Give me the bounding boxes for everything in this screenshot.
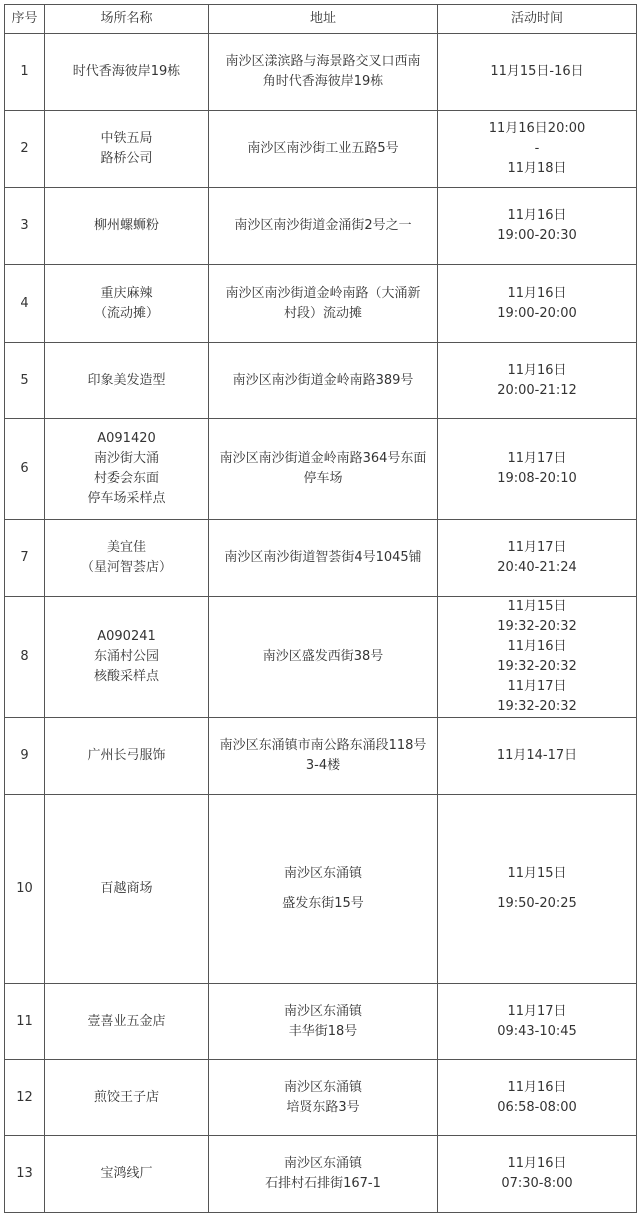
cell-activity-time: [438, 1136, 637, 1213]
cell-activity-time-line: 11月15日-16日: [490, 64, 584, 79]
cell-address-line: 南沙区漾滨路与海景路交叉口西南: [225, 54, 421, 69]
cell-no: 8: [5, 597, 45, 718]
cell-venue-name-line: A090241: [97, 629, 156, 644]
header-activity-time: 活动时间: [438, 5, 637, 34]
cell-activity-time-line: 19:32-20:32: [497, 699, 577, 714]
cell-address: [209, 597, 438, 718]
cell-activity-time: [438, 34, 637, 111]
cell-venue-name-line: 时代香海彼岸19栋: [72, 64, 181, 79]
cell-address: [209, 343, 438, 419]
cell-venue-name-line: 广州长弓服饰: [87, 748, 166, 763]
cell-activity-time-line: 19:08-20:10: [497, 471, 577, 486]
cell-address-line: 南沙区东涌镇: [283, 1079, 362, 1095]
cell-address-line: 南沙区南沙街道金岭南路（大涌新: [225, 285, 421, 301]
cell-address-line: 南沙区南沙街工业五路5号: [247, 141, 399, 156]
cell-venue-name-line: 美宜佳: [106, 540, 146, 555]
cell-activity-time: [438, 984, 637, 1060]
cell-activity-time-line: 20:40-21:24: [497, 560, 577, 575]
cell-venue-name-line: A091420: [97, 431, 156, 446]
cell-address-line: 南沙区南沙街道金涌街2号之一: [234, 218, 412, 233]
cell-activity-time: [438, 265, 637, 343]
cell-activity-time-line: 19:00-20:00: [497, 305, 577, 321]
cell-venue-name-line: （星河智荟店）: [80, 560, 172, 575]
cell-activity-time: [438, 718, 637, 795]
cell-no: 13: [5, 1136, 45, 1213]
cell-activity-time-line: 11月16日: [507, 1156, 567, 1171]
cell-venue-name: [45, 188, 209, 265]
table-row: [5, 1060, 637, 1136]
cell-address: [209, 795, 438, 984]
cell-address: [209, 265, 438, 343]
cell-venue-name-line: 村委会东面: [93, 471, 159, 486]
cell-address-line: 石排村石排街167-1: [265, 1176, 381, 1191]
cell-address-line: 3-4楼: [305, 758, 341, 773]
cell-activity-time-line: 09:43-10:45: [497, 1023, 577, 1039]
cell-activity-time-line: 11月16日: [507, 285, 567, 301]
cell-venue-name: [45, 1136, 209, 1213]
cell-address: [209, 1060, 438, 1136]
cell-no: 2: [5, 111, 45, 188]
cell-venue-name: [45, 419, 209, 520]
cell-address-line: 南沙区南沙街道金岭南路389号: [232, 372, 414, 388]
cell-venue-name: [45, 34, 209, 111]
cell-activity-time-line: 06:58-08:00: [497, 1099, 577, 1115]
table-row: [5, 188, 637, 265]
cell-address: [209, 718, 438, 795]
cell-address-line: 南沙区盛发西街38号: [262, 649, 384, 664]
cell-venue-name-line: 路桥公司: [100, 151, 153, 166]
cell-address-line: 角时代香海彼岸19栋: [262, 74, 384, 89]
cell-venue-name-line: 柳州螺蛳粉: [93, 218, 159, 233]
header-address: 地址: [209, 5, 438, 34]
cell-activity-time-line: 19:00-20:30: [497, 228, 577, 243]
cell-activity-time: [438, 1060, 637, 1136]
cell-venue-name-line: 壹喜业五金店: [87, 1013, 166, 1029]
cell-venue-name: [45, 343, 209, 419]
cell-no: 4: [5, 265, 45, 343]
cell-no: 10: [5, 795, 45, 984]
cell-activity-time-line: -: [534, 141, 540, 156]
cell-no: 9: [5, 718, 45, 795]
cell-venue-name: [45, 984, 209, 1060]
cell-address-line: 盛发东街15号: [282, 896, 364, 911]
cell-activity-time-line: 11月16日: [507, 208, 567, 223]
cell-activity-time: [438, 419, 637, 520]
cell-venue-name: [45, 718, 209, 795]
cell-activity-time-line: 11月16日20:00: [488, 121, 586, 136]
cell-venue-name: [45, 265, 209, 343]
cell-address: [209, 188, 438, 265]
table-row: [5, 34, 637, 111]
table-row: [5, 419, 637, 520]
table-row: [5, 597, 637, 718]
cell-venue-name-line: 印象美发造型: [87, 372, 166, 388]
cell-venue-name-line: 重庆麻辣: [100, 285, 153, 301]
cell-address-line: 丰华街18号: [288, 1023, 358, 1039]
cell-activity-time: [438, 597, 637, 718]
cell-activity-time-line: 19:32-20:32: [497, 659, 577, 674]
cell-activity-time-line: 11月16日: [507, 639, 567, 654]
cell-venue-name: [45, 111, 209, 188]
cell-address-line: 停车场: [303, 471, 343, 486]
cell-no: 5: [5, 343, 45, 419]
cell-address-line: 南沙区南沙街道金岭南路364号东面: [219, 451, 427, 466]
cell-address-line: 南沙区东涌镇: [283, 866, 362, 881]
table-row: [5, 265, 637, 343]
table-header-row: [5, 5, 637, 34]
cell-address-line: 培贤东路3号: [286, 1099, 360, 1115]
cell-venue-name-line: 停车场采样点: [87, 491, 166, 506]
cell-address-line: 南沙区东涌镇: [283, 1003, 362, 1019]
cell-activity-time-line: 11月17日: [507, 451, 567, 466]
cell-no: 11: [5, 984, 45, 1060]
cell-address-line: 南沙区南沙街道智荟街4号1045铺: [224, 550, 422, 565]
cell-no: 7: [5, 520, 45, 597]
cell-activity-time-line: 11月16日: [507, 1079, 567, 1095]
cell-activity-time-line: 11月14-17日: [496, 748, 578, 763]
cell-activity-time-line: 11月16日: [507, 362, 567, 378]
table-row: [5, 111, 637, 188]
cell-address: [209, 984, 438, 1060]
header-venue-name: 场所名称: [45, 5, 209, 34]
cell-address: [209, 34, 438, 111]
venue-table: [4, 4, 637, 1213]
table-row: [5, 1136, 637, 1213]
cell-venue-name-line: 中铁五局: [100, 131, 153, 146]
cell-address: [209, 1136, 438, 1213]
cell-address: [209, 520, 438, 597]
cell-address-line: 南沙区东涌镇市南公路东涌段118号: [219, 738, 427, 753]
table-row: [5, 984, 637, 1060]
cell-venue-name: [45, 520, 209, 597]
cell-address-line: 村段）流动摊: [283, 305, 362, 321]
cell-activity-time-line: 11月17日: [507, 1003, 567, 1019]
table-row: [5, 718, 637, 795]
cell-activity-time-line: 11月15日: [507, 866, 567, 881]
cell-venue-name-line: 煎饺王子店: [93, 1089, 159, 1105]
cell-venue-name-line: 百越商场: [100, 881, 153, 896]
cell-no: 12: [5, 1060, 45, 1136]
cell-activity-time: [438, 520, 637, 597]
cell-no: 6: [5, 419, 45, 520]
cell-venue-name-line: 东涌村公园: [93, 649, 159, 664]
cell-no: 1: [5, 34, 45, 111]
cell-activity-time-line: 19:32-20:32: [497, 619, 577, 634]
cell-address-line: 南沙区东涌镇: [283, 1156, 362, 1171]
cell-activity-time-line: 11月18日: [507, 161, 567, 176]
header-no: 序号: [5, 5, 45, 34]
cell-address: [209, 419, 438, 520]
cell-venue-name-line: 宝鸿线厂: [100, 1166, 153, 1181]
cell-activity-time: [438, 111, 637, 188]
cell-venue-name-line: 核酸采样点: [93, 669, 159, 684]
cell-activity-time: [438, 343, 637, 419]
cell-venue-name: [45, 1060, 209, 1136]
cell-venue-name: [45, 597, 209, 718]
cell-activity-time-line: 20:00-21:12: [497, 382, 577, 398]
cell-no: 3: [5, 188, 45, 265]
cell-venue-name: [45, 795, 209, 984]
cell-activity-time-line: 19:50-20:25: [497, 896, 577, 911]
cell-activity-time-line: 11月17日: [507, 540, 567, 555]
cell-activity-time-line: 11月15日: [507, 599, 567, 614]
table-row: [5, 343, 637, 419]
cell-activity-time-line: 07:30-8:00: [501, 1176, 573, 1191]
cell-address: [209, 111, 438, 188]
cell-activity-time: [438, 795, 637, 984]
table-row: [5, 795, 637, 984]
cell-venue-name-line: （流动摊）: [93, 305, 159, 321]
cell-venue-name-line: 南沙街大涌: [93, 451, 159, 466]
cell-activity-time: [438, 188, 637, 265]
table-row: [5, 520, 637, 597]
cell-activity-time-line: 11月17日: [507, 679, 567, 694]
